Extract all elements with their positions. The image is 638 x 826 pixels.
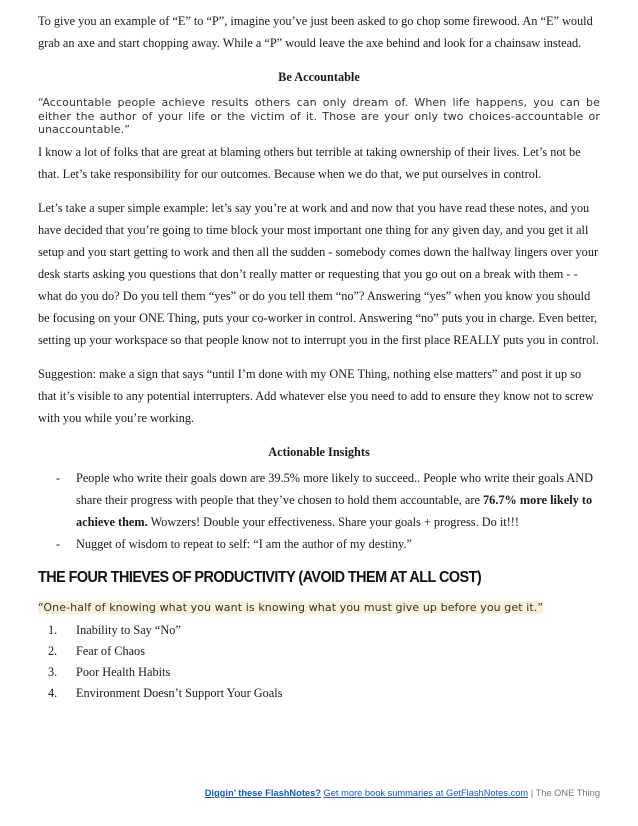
list-item bbox=[38, 467, 600, 533]
thieves-list bbox=[38, 620, 600, 704]
be-accountable-heading: Be Accountable bbox=[278, 70, 360, 84]
accountable-quote: “Accountable people achieve results others can only dream of. When life happens, you can be either the author of your life or the victim of it. Those are your only two choices-accountable or unaccountable.” bbox=[38, 96, 600, 136]
list-item bbox=[38, 641, 600, 662]
item-number: 4. bbox=[48, 686, 58, 700]
page-footer bbox=[0, 788, 600, 798]
document-page bbox=[38, 10, 600, 704]
footer-separator: | bbox=[530, 788, 534, 798]
footer-promo-link[interactable]: Diggin’ these FlashNotes? bbox=[204, 788, 321, 798]
bullet-dash: - bbox=[56, 470, 61, 485]
item-text: Fear of Chaos bbox=[76, 644, 145, 658]
item-text: Inability to Say “No” bbox=[76, 623, 181, 637]
accountable-paragraph-3: Suggestion: make a sign that says “until I’m done with my ONE Thing, nothing else matters” and post it up so that it’s visible to any potential interrupters. Add whatever else you need to add to ensure they know not to screw with you while you’re working. bbox=[38, 366, 594, 425]
insight-2-text: Nugget of wisdom to repeat to self: “I am the author of my destiny.” bbox=[76, 536, 412, 551]
list-item bbox=[38, 662, 600, 683]
item-number: 1. bbox=[48, 623, 58, 637]
item-number: 2. bbox=[48, 644, 58, 658]
footer-site-link[interactable]: Get more book summaries at GetFlashNotes.com bbox=[323, 788, 529, 798]
four-thieves-title: THE FOUR THIEVES OF PRODUCTIVITY (AVOID THEM AT ALL COST) bbox=[38, 568, 482, 586]
list-item bbox=[38, 620, 600, 641]
insight-1-end: Wowzers! Double your effectiveness. Share your goals + progress. Do it!!! bbox=[147, 514, 519, 529]
bullet-dash: - bbox=[56, 536, 61, 551]
item-text: Environment Doesn’t Support Your Goals bbox=[76, 686, 283, 700]
accountable-paragraph-2: Let’s take a super simple example: let’s say you’re at work and and now that you have read these notes, and you have decided that you’re going to time block your most important one thing for any given day, and you get it all setup and you start getting to work and then all the sudden - somebody comes down the hallway lingers over your desk starts asking you questions that don’t really matter or requesting that you go out on a break with them - - what do you do? Do you tell them “yes” or do you tell them “no”? Answering “yes” when you know you should be focusing on your ONE Thing, puts your co-worker in control. Answering “no” puts you in charge. Even better, setting up your workspace so that people know not to interrupt you in the first place REALLY puts you in control. bbox=[38, 200, 599, 347]
accountable-paragraph-1: I know a lot of folks that are great at blaming others but terrible at taking ownership of their lives. Let’s not be that. Let’s take responsibility for our outcomes. Because when we do that, we put ourselves in control. bbox=[38, 144, 581, 181]
item-number: 3. bbox=[48, 665, 58, 679]
insight-1-text: People who write their goals down are 39.5% more likely to succeed.. People who write their goals AND share their progress with people that they’ve chosen to hold them accountable, are bbox=[76, 470, 594, 507]
item-text: Poor Health Habits bbox=[76, 665, 171, 679]
insight-1-bold: 76.7% more likely to achieve them. bbox=[76, 492, 593, 529]
list-item bbox=[38, 683, 600, 704]
thieves-quote-text: “One-half of knowing what you want is knowing what you must give up before you get it.” bbox=[38, 600, 544, 614]
thieves-quote bbox=[38, 601, 600, 615]
insights-list bbox=[38, 467, 600, 555]
footer-book-title: The ONE Thing bbox=[535, 788, 600, 798]
actionable-insights-heading: Actionable Insights bbox=[268, 444, 370, 459]
intro-paragraph: To give you an example of “E” to “P”, imagine you’ve just been asked to go chop some firewood. An “E” would grab an axe and start chopping away. While a “P” would leave the axe behind and look for a chainsaw instead. bbox=[38, 14, 593, 50]
list-item bbox=[38, 533, 600, 555]
